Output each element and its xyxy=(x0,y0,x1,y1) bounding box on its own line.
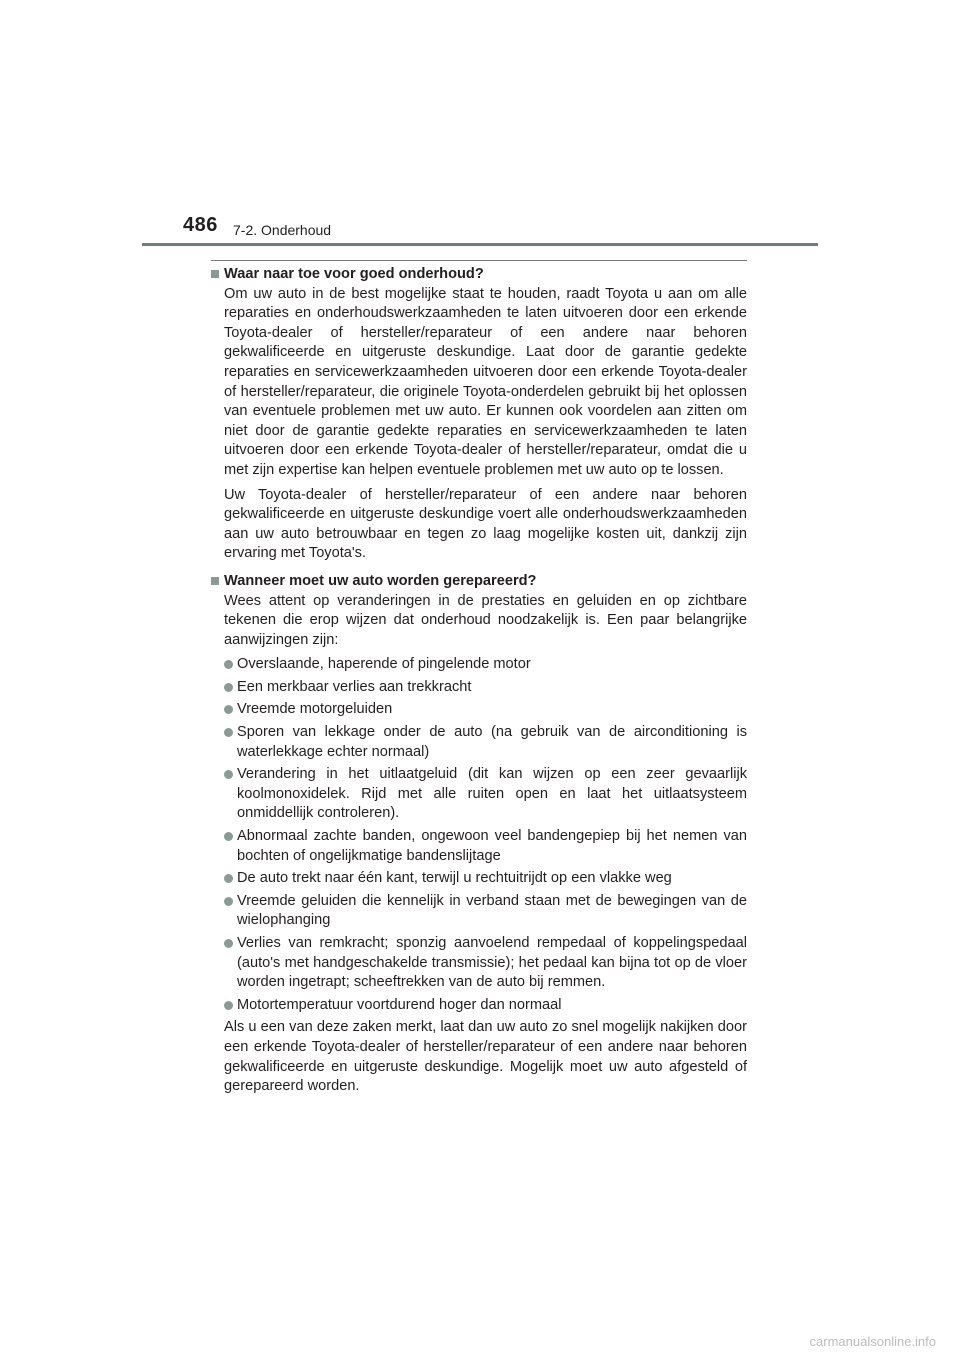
list-item: Abnormaal zachte banden, ongewoon veel bandengepiep bij het nemen van bochten of ongelijkmatige bandenslijtage xyxy=(211,827,747,866)
bullet-dot-icon xyxy=(224,1001,233,1010)
section-heading-where xyxy=(211,265,747,285)
bullet-dot-icon xyxy=(224,683,233,692)
paragraph: Uw Toyota-dealer of hersteller/reparateur of een andere naar behoren gekwalificeerde en uitgeruste deskundige voert alle onderhoudswerkzaamheden aan uw auto betrouwbaar en tegen zo laag mogelijke kosten uit, dankzij zijn ervaring met Toyota's. xyxy=(224,486,747,562)
watermark-text: carmanualsonline.info xyxy=(809,1334,936,1349)
bullet-dot-icon xyxy=(224,897,233,906)
section-title: 7-2. Onderhoud xyxy=(233,222,332,238)
section-heading-when xyxy=(211,572,747,592)
square-bullet-icon xyxy=(211,270,219,278)
list-item: Sporen van lekkage onder de auto (na gebruik van de airconditioning is waterlekkage echter normaal) xyxy=(211,723,747,762)
content-top-rule xyxy=(211,260,747,261)
bullet-dot-icon xyxy=(224,832,233,841)
bullet-dot-icon xyxy=(224,728,233,737)
page-content xyxy=(211,265,747,1102)
list-item: Verandering in het uitlaatgeluid (dit kan wijzen op een zeer gevaarlijk koolmonoxidelek. Rijd met alle ruiten open en laat het uitlaatsysteem onmiddellijk controleren). xyxy=(211,765,747,824)
list-item: Verlies van remkracht; sponzig aanvoelend rempedaal of koppelingspedaal (auto's met handgeschakelde transmissie); het pedaal kan bijna tot op de vloer worden ingetrapt; scheeftrekken van de auto bij remmen. xyxy=(211,934,747,993)
list-item: Vreemde motorgeluiden xyxy=(211,700,747,720)
square-bullet-icon xyxy=(211,577,219,585)
list-item: Vreemde geluiden die kennelijk in verband staan met de bewegingen van de wielophanging xyxy=(211,892,747,931)
heading-text: Wanneer moet uw auto worden gerepareerd? xyxy=(224,572,537,589)
list-item: Overslaande, haperende of pingelende motor xyxy=(211,655,747,675)
symptom-list xyxy=(211,655,747,1015)
list-item: De auto trekt naar één kant, terwijl u rechtuitrijdt op een vlakke weg xyxy=(211,869,747,889)
bullet-dot-icon xyxy=(224,770,233,779)
list-item: Een merkbaar verlies aan trekkracht xyxy=(211,678,747,698)
bullet-dot-icon xyxy=(224,705,233,714)
heading-text: Waar naar toe voor goed onderhoud? xyxy=(224,266,484,282)
bullet-dot-icon xyxy=(224,939,233,948)
header-rule xyxy=(142,243,818,246)
list-item: Motortemperatuur voortdurend hoger dan normaal xyxy=(211,996,747,1016)
paragraph: Om uw auto in de best mogelijke staat te houden, raadt Toyota u aan om alle reparaties en onderhoudswerkzaamheden te laten uitvoeren door een erkende Toyota-dealer of hersteller/reparateur of een andere naar behoren gekwalificeerde en uitgeruste deskundige. Laat door de garantie gedekte reparaties en servicewerkzaamheden uitvoeren door een erkende Toyota-dealer of hersteller/reparateur, die originele Toyota-onderdelen gebruikt bij het oplossen van eventuele problemen met uw auto. Er kunnen ook voordelen aan zitten om niet door de garantie gedekte reparaties en servicewerkzaamheden te laten uitvoeren door een erkende Toyota-dealer of hersteller/reparateur, omdat die u met zijn expertise kan helpen eventuele problemen met uw auto op te lossen. xyxy=(224,285,747,478)
bullet-dot-icon xyxy=(224,874,233,883)
page-number: 486 xyxy=(183,214,218,236)
bullet-dot-icon xyxy=(224,660,233,669)
closing-paragraph: Als u een van deze zaken merkt, laat dan uw auto zo snel mogelijk nakijken door een erkende Toyota-dealer of hersteller/reparateur of een andere naar behoren gekwalificeerde en uitgeruste deskundige. Mogelijk moet uw auto afgesteld of gerepareerd worden. xyxy=(224,1019,747,1095)
paragraph: Wees attent op veranderingen in de prestaties en geluiden en op zichtbare tekenen die erop wijzen dat onderhoud noodzakelijk is. Een paar belangrijke aanwijzingen zijn: xyxy=(224,592,747,648)
